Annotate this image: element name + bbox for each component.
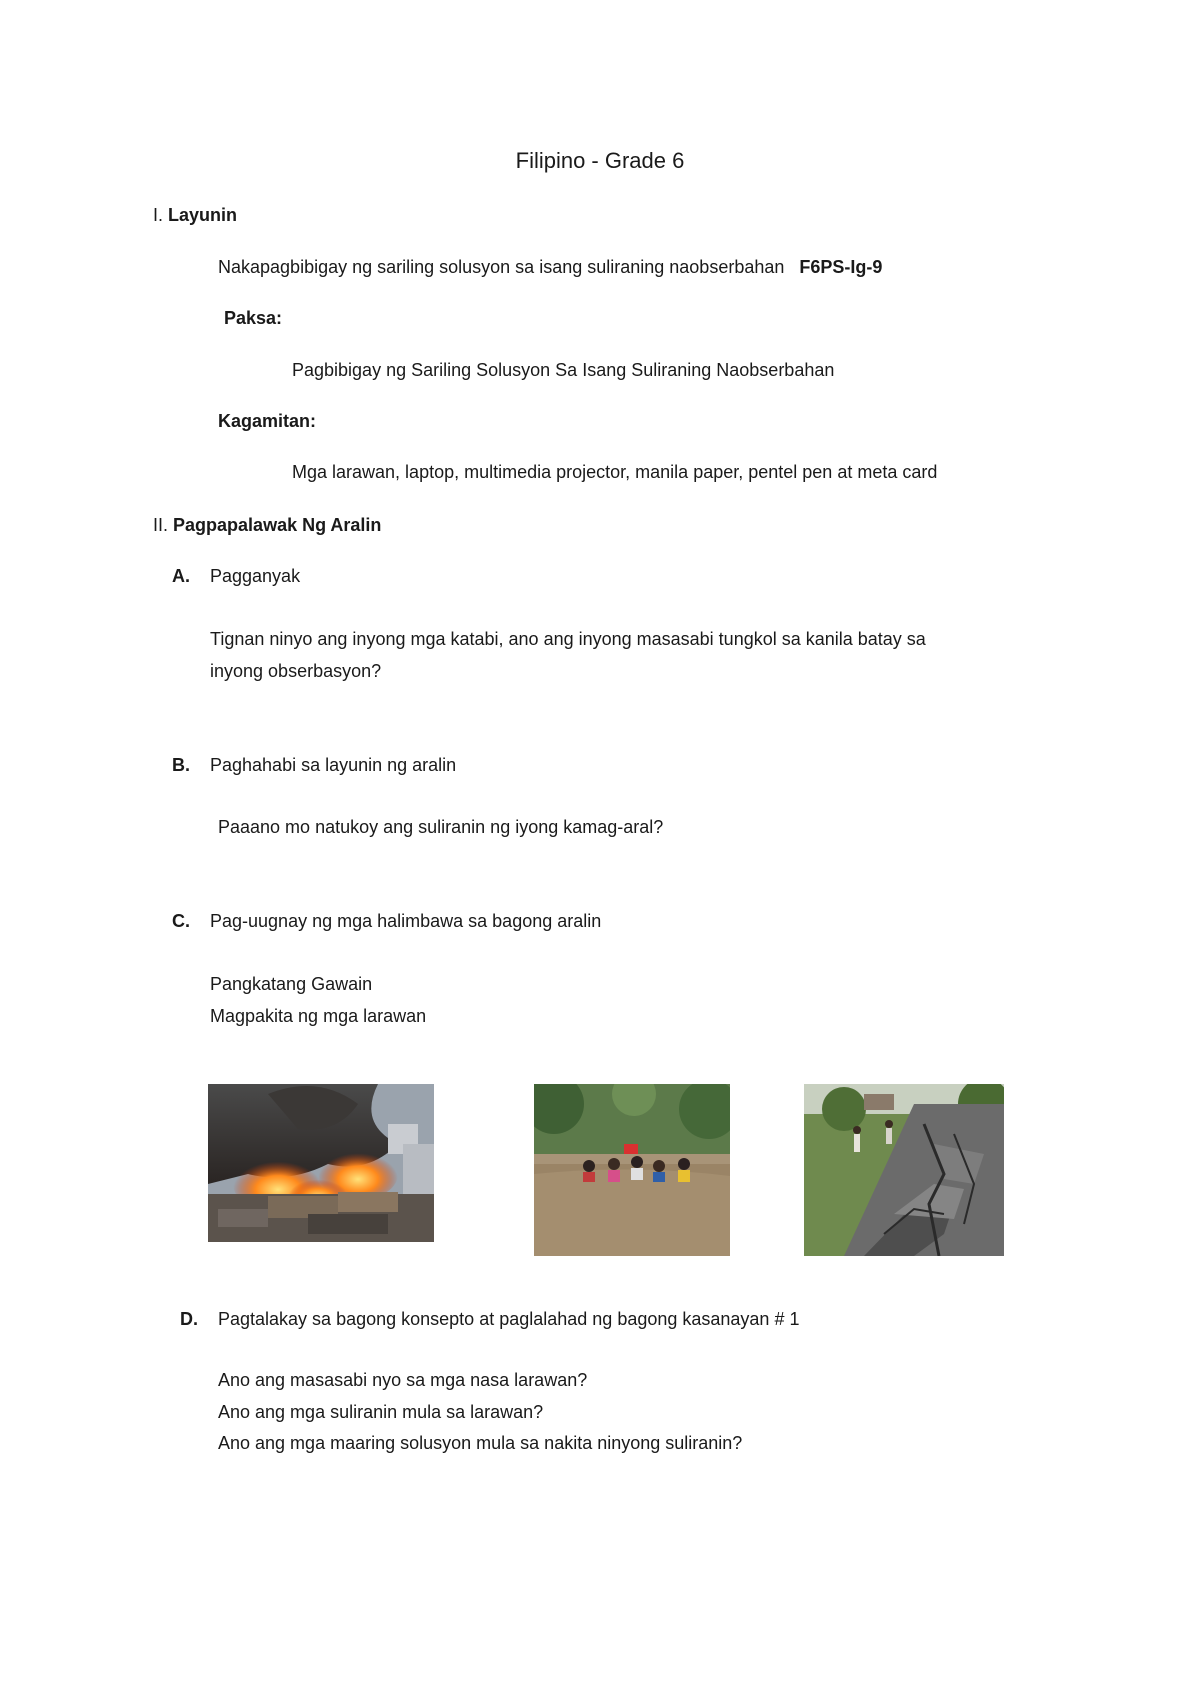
item-c-instruction: Magpakita ng mga larawan (210, 1006, 427, 1026)
section-2-title: Pagpapalawak Ng Aralin (173, 515, 382, 535)
objective-text: Nakapagbibigay ng sariling solusyon sa isang suliraning naobserbahan (218, 257, 785, 277)
earthquake-road-photo (804, 1084, 1004, 1256)
materials-text: Mga larawan, laptop, multimedia projector, manila paper, pentel pen at meta card (292, 462, 938, 482)
item-b-question: Paaano mo natukoy ang suliranin ng iyong kamag-aral? (218, 817, 664, 837)
competency-code: F6PS-Ig-9 (799, 257, 883, 277)
section-1-title: Layunin (168, 205, 238, 225)
item-d-question-1: Ano ang masasabi nyo sa mga nasa larawan? (218, 1370, 588, 1390)
item-d-question-3: Ano ang mga maaring solusyon mula sa nakita ninyong suliranin? (218, 1433, 743, 1453)
topic-text: Pagbibigay ng Sariling Solusyon Sa Isang Suliraning Naobserbahan (292, 360, 835, 380)
page-title: Filipino - Grade 6 (515, 148, 685, 173)
fire-photo (208, 1084, 434, 1242)
item-a-text-line2: inyong obserbasyon? (210, 661, 382, 681)
item-a-letter: A. (172, 566, 190, 586)
topic-label: Paksa: (224, 308, 283, 328)
item-d-letter: D. (180, 1309, 198, 1329)
objective-line (218, 257, 882, 279)
item-a-title: Pagganyak (210, 566, 301, 586)
section-2-heading (153, 515, 381, 537)
section-2-numeral: II. (153, 515, 169, 535)
item-c-letter: C. (172, 911, 190, 931)
section-1-heading (153, 205, 237, 227)
item-b-title: Paghahabi sa layunin ng aralin (210, 755, 457, 775)
item-a-text-line1: Tignan ninyo ang inyong mga katabi, ano ang inyong masasabi tungkol sa kanila batay sa (210, 629, 926, 649)
item-c-title: Pag-uugnay ng mga halimbawa sa bagong aralin (210, 911, 602, 931)
item-c-activity: Pangkatang Gawain (210, 974, 373, 994)
item-d-question-2: Ano ang mga suliranin mula sa larawan? (218, 1402, 544, 1422)
section-1-numeral: I. (153, 205, 164, 225)
flood-photo (534, 1084, 730, 1256)
item-b-letter: B. (172, 755, 190, 775)
materials-label: Kagamitan: (218, 411, 317, 431)
item-d-title: Pagtalakay sa bagong konsepto at paglalahad ng bagong kasanayan # 1 (218, 1309, 800, 1329)
